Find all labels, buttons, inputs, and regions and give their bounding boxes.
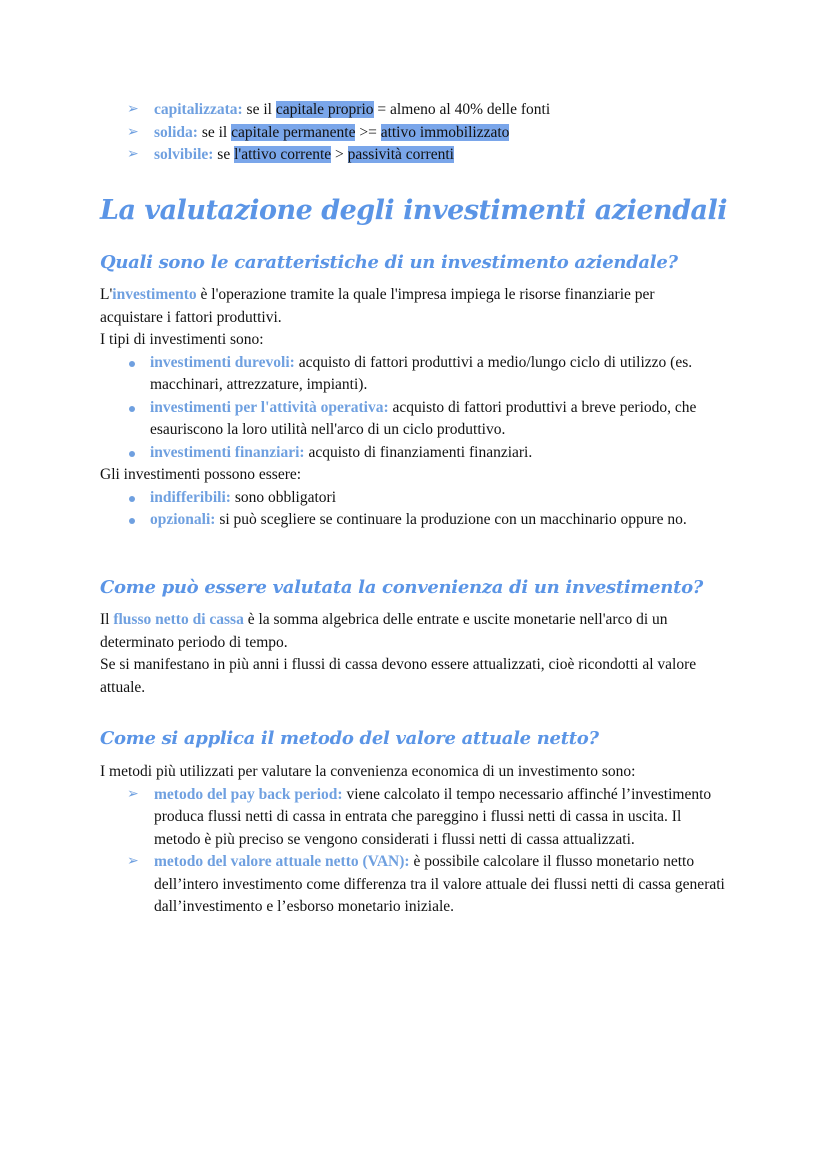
- page-title: La valutazione degli investimenti aziendali: [100, 195, 728, 226]
- list-item: ➢ solida: se il capitale permanente >= attivo immobilizzato: [127, 122, 747, 145]
- section-body: [100, 284, 720, 532]
- list-item: ➢ capitalizzata: se il capitale proprio = almeno al 40% delle fonti: [127, 99, 747, 122]
- dot-bullet-icon: [129, 406, 135, 412]
- paragraph: I tipi di investimenti sono:: [100, 331, 264, 348]
- highlight: attivo immobilizzato: [380, 123, 510, 141]
- paragraph: Se si manifestano in più anni i flussi di cassa devono essere attualizzati, cioè ricondotti al valore attuale.: [100, 656, 697, 696]
- section-body: [100, 761, 725, 919]
- paragraph: L'investimento è l'operazione tramite la quale l'impresa impiega le risorse finanziarie per acquistare i fattori produttivi.: [100, 286, 655, 326]
- term: investimento: [112, 286, 197, 303]
- highlight: l'attivo corrente: [234, 146, 332, 163]
- highlight: capitale proprio: [275, 101, 374, 118]
- list-item: investimenti per l'attività operativa: acquisto di fattori produttivi a breve periodo, che esauriscono la loro utilità nell'arco di un ciclo produttivo.: [127, 397, 720, 442]
- highlight: capitale permanente: [231, 123, 356, 141]
- list-item: indifferibili: sono obbligatori: [127, 487, 720, 510]
- term: capitalizzata:: [154, 101, 243, 118]
- list-item: opzionali: si può scegliere se continuare la produzione con un macchinario oppure no.: [127, 509, 720, 532]
- arrow-bullet-icon: ➢: [127, 102, 139, 117]
- highlight: passività correnti: [347, 146, 454, 163]
- section-heading: Come si applica il metodo del valore attuale netto?: [100, 728, 599, 749]
- section-heading: Come può essere valutata la convenienza di un investimento?: [100, 577, 704, 598]
- arrow-bullet-icon: ➢: [127, 854, 139, 869]
- investment-kinds-list: [127, 487, 720, 532]
- list-item: investimenti durevoli: acquisto di fattori produttivi a medio/lungo ciclo di utilizzo (es. macchinari, attrezzature, impianti).: [127, 352, 720, 397]
- dot-bullet-icon: [129, 451, 135, 457]
- paragraph: Il flusso netto di cassa è la somma algebrica delle entrate e uscite monetarie nell'arco di un determinato periodo di tempo.: [100, 611, 668, 651]
- term: flusso netto di cassa: [113, 611, 244, 628]
- paragraph: I metodi più utilizzati per valutare la convenienza economica di un investimento sono:: [100, 763, 636, 780]
- list-item: ➢ metodo del pay back period: viene calcolato il tempo necessario affinché l’investimento produca flussi netti di cassa in entrata che pareggino i flussi netti di cassa in uscita. Il metodo è più preciso se vengono considerati i flussi netti di cassa attualizzati.: [127, 785, 712, 848]
- term: investimenti durevoli:: [150, 353, 295, 371]
- term: opzionali:: [150, 511, 216, 528]
- section-body: [100, 609, 720, 699]
- list-item: investimenti finanziari: acquisto di finanziamenti finanziari.: [127, 442, 720, 465]
- term: metodo del pay back period:: [154, 785, 343, 803]
- investment-types-list: [127, 352, 720, 465]
- solidity-criteria-list: [127, 99, 747, 167]
- section-heading: Quali sono le caratteristiche di un investimento aziendale?: [100, 252, 678, 273]
- arrow-bullet-icon: ➢: [127, 786, 139, 802]
- term: investimenti finanziari:: [150, 443, 305, 461]
- term: solida:: [154, 123, 198, 141]
- dot-bullet-icon: [129, 361, 135, 367]
- arrow-bullet-icon: ➢: [127, 124, 139, 140]
- methods-list: [127, 784, 725, 919]
- term: solvibile:: [154, 146, 214, 163]
- arrow-bullet-icon: ➢: [127, 147, 139, 162]
- dot-bullet-icon: [129, 496, 135, 502]
- term: indifferibili:: [150, 488, 231, 506]
- list-item: ➢ metodo del valore attuale netto (VAN): è possibile calcolare il flusso monetario netto dell’intero investimento come differenza tra il valore attuale dei flussi netti di cassa generati dall’investimento e l’esborso monetario iniziale.: [127, 853, 725, 915]
- list-item: ➢ solvibile: se l'attivo corrente > passività correnti: [127, 144, 747, 167]
- paragraph: Gli investimenti possono essere:: [100, 466, 302, 483]
- dot-bullet-icon: [129, 518, 135, 524]
- term: metodo del valore attuale netto (VAN):: [154, 853, 410, 870]
- term: investimenti per l'attività operativa:: [150, 398, 389, 416]
